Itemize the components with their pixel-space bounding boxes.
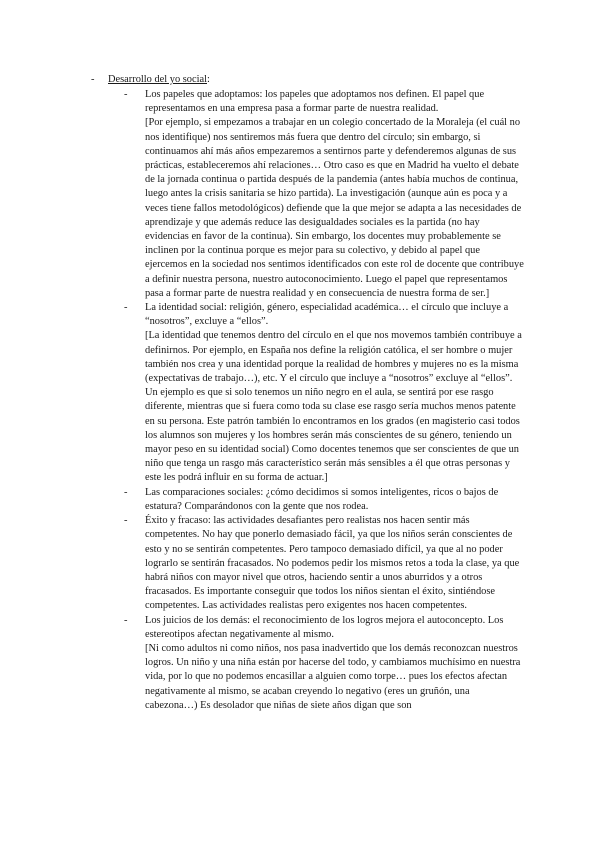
list-item [124, 514, 524, 613]
item-bullet: - [124, 302, 128, 314]
item-bullet: - [124, 89, 128, 100]
item-bullet: - [124, 486, 128, 498]
list-item [124, 614, 524, 713]
section-bullet: - [91, 74, 95, 85]
item-note: [Ni como adultos ni como niños, nos pasa inadvertido que los demás reconozcan nuestros logros. Un niño y una niña están por hacerse del todo, y cambiamos muchísimo en nuestra vida, por lo que no podemos encasillar a alguien como torpe… pues los efectos afectan negativamente al mismo, se acaban creyendo lo negativo (eres un gruñón, una cabezona…) Es desolador que niñas de siete años digan que son [145, 642, 521, 711]
item-text: Las comparaciones sociales: ¿cómo decidimos si somos inteligentes, ricos o bajos de estatura? Comparándonos con la gente que nos rodea. [145, 486, 499, 512]
section-heading-colon: : [206, 74, 210, 85]
item-bullet: - [124, 614, 128, 626]
item-bullet: - [124, 515, 128, 527]
item-note: [La identidad que tenemos dentro del círculo en el que nos movemos también contribuye a definirnos. Por ejemplo, en España nos define la religión católica, el ser hombre o mujer también nos crea y una identidad porque la realidad de hombres y mujeres no es la misma (expectativas de trabajo…), etc. Y el círculo que incluye a “nosotros” excluye al “ellos”. Un ejemplo es que si solo tenemos un niño negro en el aula, se sentirá por ese rasgo diferente, mientras que si fuera como toda su clase ese rasgo sería muchos menos patente en su persona. Este patrón también lo encontramos en los grados (en magisterio casi todos los alumnos son mujeres y los hombres serán más conscientes de su género, teniendo un mayor peso en su identidad social) Como docentes tenemos que ser conscientes de que un niño que tenga un rasgo más característico serán más sensibles a él que otras personas y este les podrá influir en su forma de actuar.] [145, 330, 522, 484]
item-text: Los juicios de los demás: el reconocimiento de los logros mejora el autoconcepto. Los estereotipos afectan negativamente al mismo. [145, 614, 504, 640]
list-item [124, 486, 524, 514]
item-note: [Por ejemplo, si empezamos a trabajar en un colegio concertado de la Moraleja (el cuál no nos identifique) nos sentiremos más fuera que dentro del círculo; sin embargo, si continuamos ahí más años empezaremos a sentirnos parte y defenderemos algunas de sus prácticas, estableceremos ahí relaciones… Otro caso es que en Madrid ha vuelto el debate de la jornada continua o partida después de la pandemia (antes había muchos de continua, luego antes la crisis sanitaria se hizo partida). La investigación (aunque aún es poca y a veces tiene fallos metodológicos) defiende que la que mejor se adapta a las necesidades de aprendizaje y que además reduce las desigualdades sociales es la partida (no hay evidencias en favor de la continua). Sin embargo, los docentes muy probablemente se inclinen por la continua porque es mejor para su colectivo, y debido al papel que ejercemos en la sociedad nos sentimos identificados con este rol de docente que contribuye a definir nuestra persona, nuestro autoconocimiento. Luego el papel que representamos pasa a formar parte de nuestra realidad y en consecuencia de nuestra forma de ser.] [145, 117, 524, 299]
item-text: Los papeles que adoptamos: los papeles que adoptamos nos definen. El papel que representamos en una empresa pasa a formar parte de nuestra realidad. [145, 89, 485, 115]
item-text: Éxito y fracaso: las actividades desafiantes pero realistas nos hacen sentir más competentes. No hay que ponerlo demasiado fácil, ya que los niños serán conscientes de esto y no se sentirán competentes. Pero tampoco demasiado difícil, ya que al no poder lograrlo se sentirán fracasados. No podemos pedir los mismos retos a toda la clase, ya que habrá niños con mayor nivel que otros, haciendo sentir a unos aburridos y a otros fracasados. Es importante conseguir que todos los niños sientan el éxito, sintiéndose competentes. Las actividades realistas pero exigentes nos hacen competentes. [145, 515, 520, 612]
bullet-list [124, 88, 524, 713]
list-item [124, 301, 524, 486]
item-text: La identidad social: religión, género, especialidad académica… el círculo que incluye a “nosotros”, excluye a “ellos”. [145, 302, 509, 328]
section-heading: Desarrollo del yo social [108, 74, 207, 85]
list-item [124, 88, 524, 301]
